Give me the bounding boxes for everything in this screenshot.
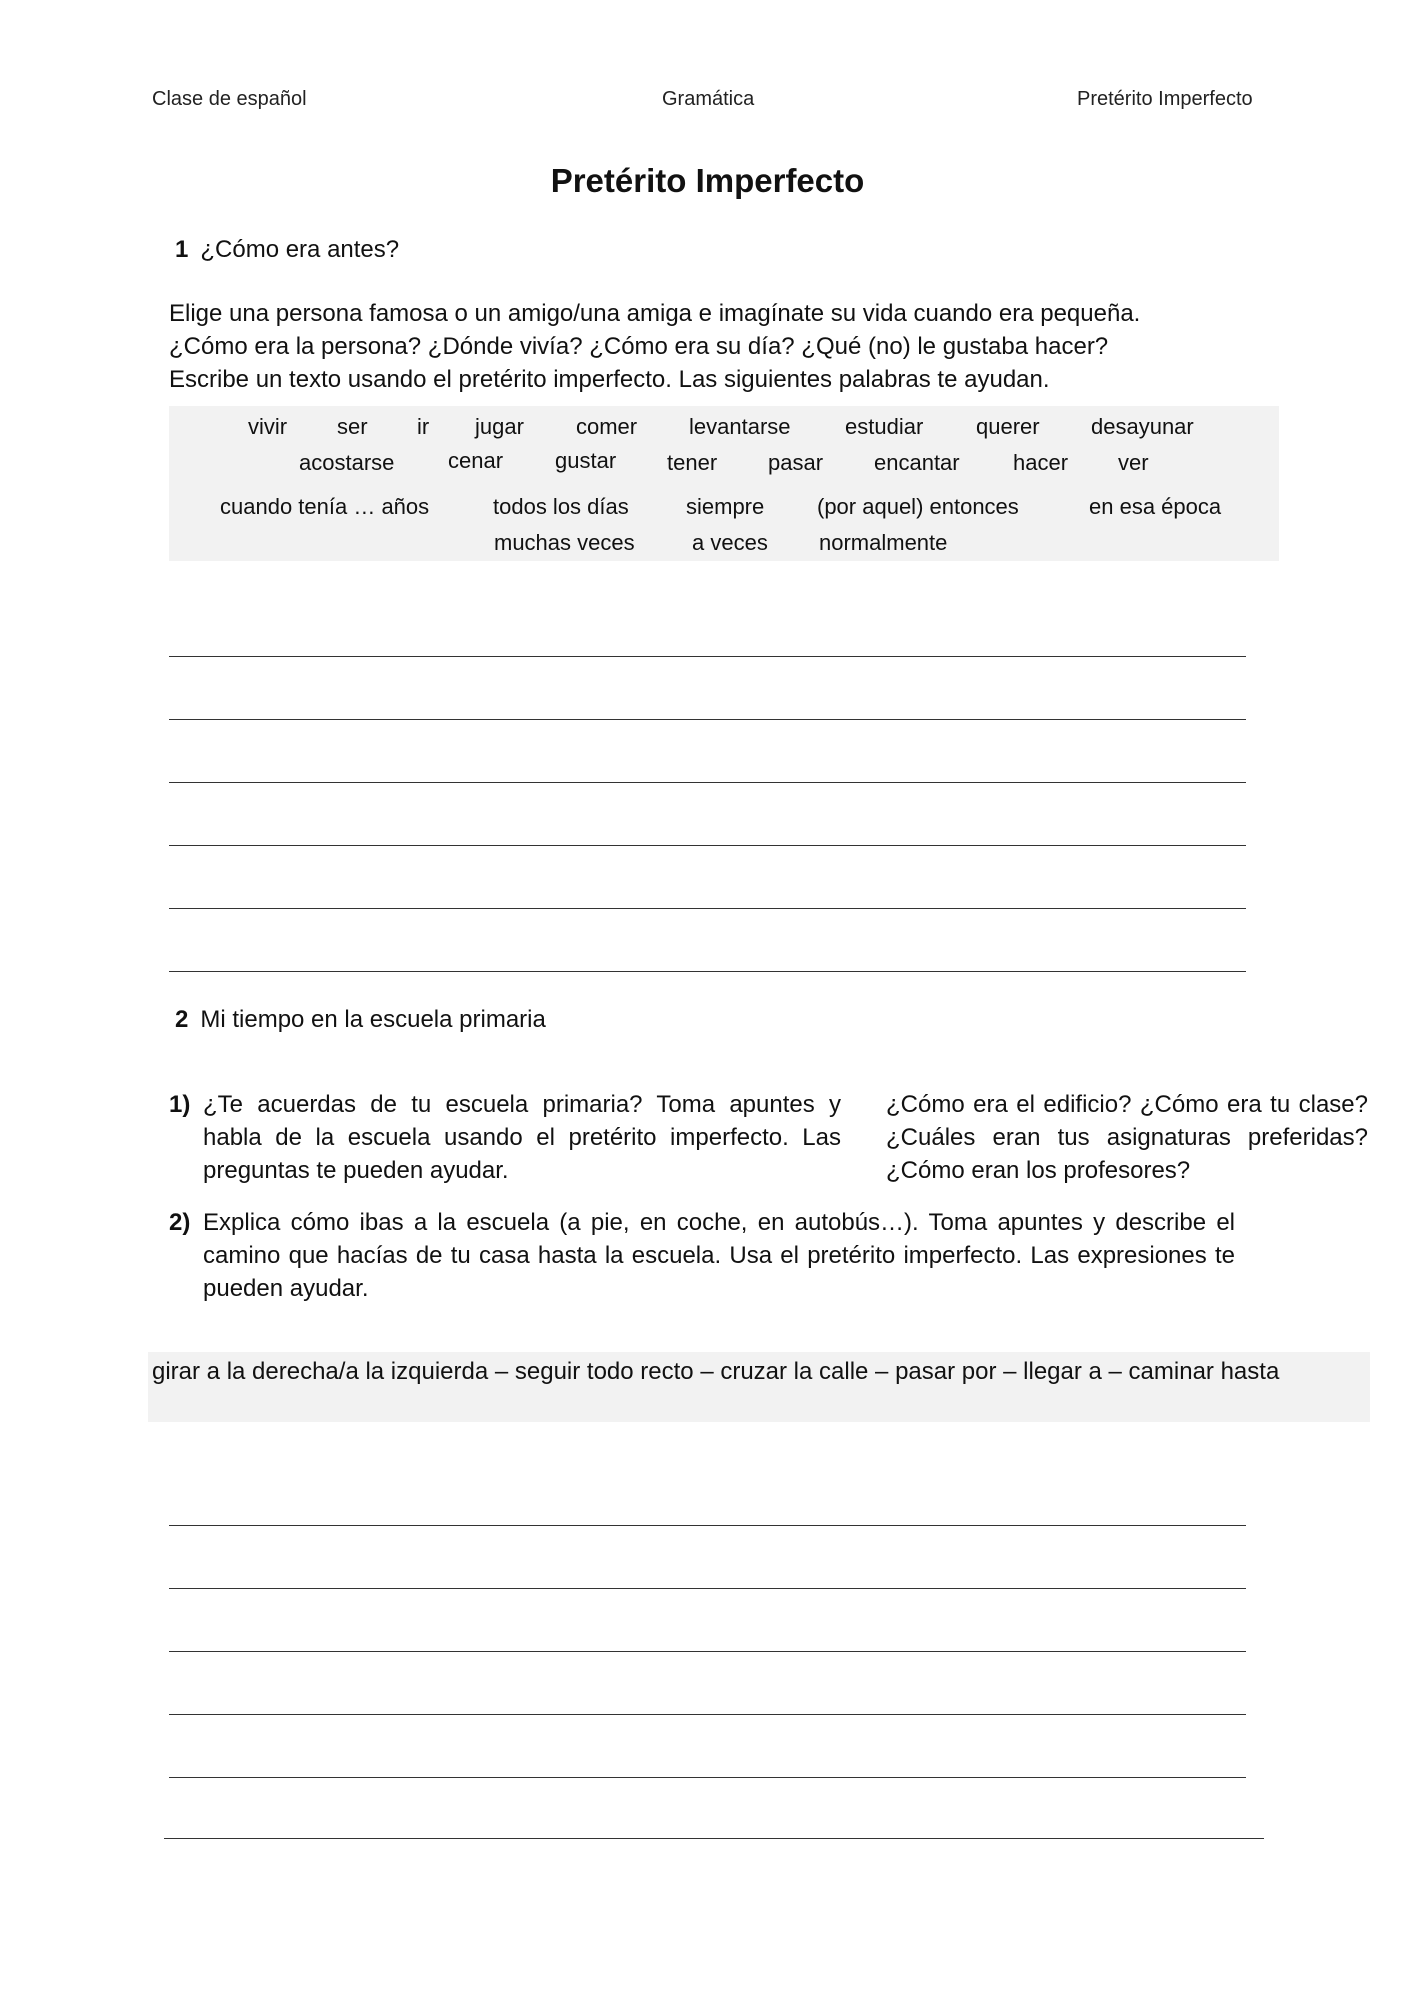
writing-line[interactable] — [169, 719, 1246, 720]
item-1-questions: ¿Cómo era el edificio? ¿Cómo era tu clase? ¿Cuáles eran tus asignaturas preferidas? ¿Cómo eran los profesores? — [886, 1091, 1368, 1184]
expressions-box — [148, 1352, 1370, 1422]
page-title: Pretérito Imperfecto — [550, 162, 865, 199]
word-bank-verb: tener — [667, 450, 718, 475]
writing-line[interactable] — [169, 1525, 1246, 1526]
word-bank-expression: en esa época — [1089, 494, 1222, 519]
item-2-text: Explica cómo ibas a la escuela (a pie, en coche, en autobús…). Toma apuntes y describe el camino que hacías de tu casa hasta la escuela. Usa el pretérito imperfecto. Las expresiones te pueden ayudar. — [203, 1209, 1235, 1302]
instruction-line: Escribe un texto usando el pretérito imperfecto. Las siguientes palabras te ayudan. — [169, 366, 1050, 393]
section-1-title: ¿Cómo era antes? — [200, 236, 400, 263]
section-1-number: 1 — [175, 236, 189, 263]
writing-line[interactable] — [169, 1651, 1246, 1652]
word-bank-verb: pasar — [768, 450, 824, 475]
writing-line[interactable] — [169, 656, 1246, 657]
word-bank-expression: normalmente — [819, 530, 948, 555]
word-bank-verb: desayunar — [1091, 414, 1194, 439]
word-bank-verb: querer — [976, 414, 1040, 439]
word-bank-verb: acostarse — [299, 450, 395, 475]
expressions-text: girar a la derecha/a la izquierda – seguir todo recto – cruzar la calle – pasar por – llegar a – caminar hasta — [152, 1358, 1280, 1385]
instruction-line: Elige una persona famosa o un amigo/una amiga e imagínate su vida cuando era pequeña. — [169, 300, 1141, 327]
writing-line[interactable] — [164, 1838, 1264, 1839]
section-2-number: 2 — [175, 1006, 189, 1033]
section-1-heading — [175, 236, 399, 264]
word-bank-verb: comer — [576, 414, 638, 439]
word-bank-verb: cenar — [448, 448, 504, 473]
word-bank-expression: a veces — [692, 530, 768, 555]
item-1-number: 1) — [169, 1091, 191, 1118]
word-bank-expression: (por aquel) entonces — [817, 494, 1019, 519]
header-course: Clase de español — [152, 88, 307, 110]
word-bank-expression: siempre — [686, 494, 765, 519]
word-bank-verb: ir — [417, 414, 430, 439]
word-bank-expression: cuando tenía … años — [220, 494, 430, 519]
writing-line[interactable] — [169, 1777, 1246, 1778]
word-bank-expression: todos los días — [493, 494, 629, 519]
word-bank-verb: vivir — [248, 414, 288, 439]
section-2-title: Mi tiempo en la escuela primaria — [200, 1006, 546, 1033]
word-bank-verb: hacer — [1013, 450, 1069, 475]
word-bank-expression: muchas veces — [494, 530, 635, 555]
item-2-number: 2) — [169, 1209, 191, 1236]
word-bank-verb: ser — [337, 414, 368, 439]
writing-line[interactable] — [169, 1588, 1246, 1589]
word-bank-verb: gustar — [555, 448, 617, 473]
item-1-text: ¿Te acuerdas de tu escuela primaria? Toma apuntes y habla de la escuela usando el pretérito imperfecto. Las preguntas te pueden ayudar. — [203, 1091, 841, 1184]
writing-line[interactable] — [169, 782, 1246, 783]
word-bank-verb: jugar — [475, 414, 524, 439]
word-bank-verb: ver — [1118, 450, 1149, 475]
writing-line[interactable] — [169, 845, 1246, 846]
writing-line[interactable] — [169, 908, 1246, 909]
word-bank-verb: estudiar — [845, 414, 924, 439]
word-bank-verb: encantar — [874, 450, 960, 475]
section-1-instructions — [169, 297, 1289, 396]
section-2-heading — [175, 1006, 546, 1034]
writing-line[interactable] — [169, 971, 1246, 972]
instruction-line: ¿Cómo era la persona? ¿Dónde vivía? ¿Cómo era su día? ¿Qué (no) le gustaba hacer? — [169, 333, 1109, 360]
header-topic: Pretérito Imperfecto — [1077, 88, 1253, 110]
word-bank-verb: levantarse — [689, 414, 791, 439]
header-subject: Gramática — [662, 88, 755, 110]
writing-line[interactable] — [169, 1714, 1246, 1715]
